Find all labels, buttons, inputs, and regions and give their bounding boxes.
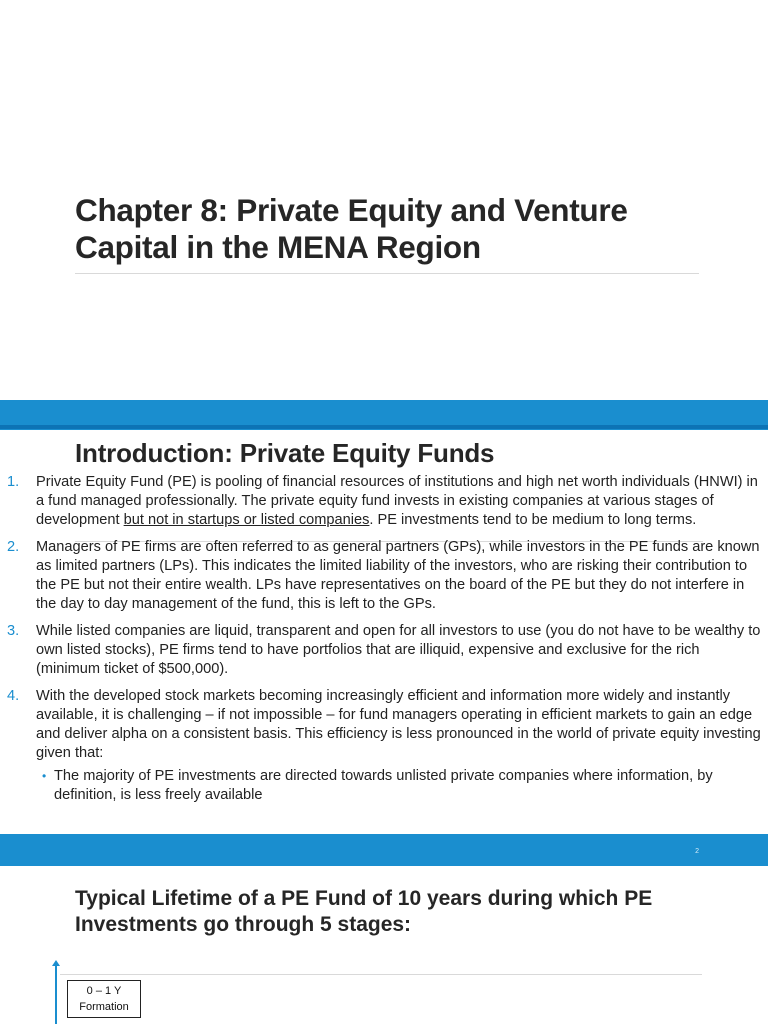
- point-text: Private Equity Fund (PE) is pooling of financial resources of institutions and high net worth individuals (HNWI) in a fund managed professionally. The private equity fund invests in existing companies at various stages of development: [36, 474, 758, 528]
- list-number: 4.: [7, 688, 20, 704]
- timeline-axis: [55, 964, 57, 1024]
- title-divider: [75, 273, 699, 274]
- point-text: With the developed stock markets becoming increasingly efficient and information more widely and instantly available, it is challenging – if not impossible – for fund managers operating in efficient markets to gain an edge and deliver alpha on a consistent basis. This efficiency is less pronounced in the world of private equity investing given that:: [36, 688, 761, 761]
- title-slide: [0, 0, 768, 400]
- point-text-end: . PE investments tend to be medium to long terms.: [369, 512, 697, 528]
- page-number: 2: [695, 848, 699, 855]
- point-text: While listed companies are liquid, transparent and open for all investors to use (you do not have to be wealthy to own listed stocks), PE firms tend to have portfolios that are illiquid, expensive and exclusive for the rich (minimum ticket of $500,000).: [36, 623, 761, 677]
- header-band-stripe: [0, 425, 768, 429]
- intro-slide: [0, 400, 768, 866]
- footer-band: [0, 834, 768, 866]
- chapter-title: Chapter 8: Private Equity and Venture Capital in the MENA Region: [75, 192, 628, 265]
- intro-title: Introduction: Private Equity Funds: [75, 438, 495, 468]
- list-number: 2.: [7, 539, 20, 555]
- sub-bullet-item: [36, 767, 762, 805]
- list-item: [0, 538, 768, 614]
- point-text: Managers of PE firms are often referred to as general partners (GPs), while investors in the PE funds are known as limited partners (LPs). This indicates the limited liability of the investors, who are risking their contribution to the PE but not their entire wealth. LPs have representatives on the board of the PE but they do not interfere in the day to day management of the fund, this is left to the GPs.: [36, 539, 760, 612]
- list-item: [0, 473, 768, 530]
- bullet-icon: •: [42, 769, 47, 783]
- underlined-text: but not in startups or listed companies: [123, 512, 370, 528]
- list-item: [0, 687, 768, 805]
- list-item: [0, 622, 768, 679]
- stage-box-formation: [67, 980, 141, 1018]
- header-band: [0, 400, 768, 430]
- list-number: 3.: [7, 623, 20, 639]
- lifetime-slide: [0, 866, 768, 1024]
- lifetime-divider: [60, 974, 702, 975]
- sub-bullet-list: [36, 767, 762, 805]
- lifetime-title: Typical Lifetime of a PE Fund of 10 years during which PE Investments go through 5 stages:: [75, 887, 653, 936]
- stage-period: 0 – 1 Y: [86, 985, 122, 997]
- sub-bullet-text: The majority of PE investments are directed towards unlisted private companies where information, by definition, is less freely available: [54, 768, 713, 803]
- stage-name: Formation: [79, 1001, 129, 1013]
- list-number: 1.: [7, 474, 20, 490]
- intro-points-list: [0, 473, 768, 813]
